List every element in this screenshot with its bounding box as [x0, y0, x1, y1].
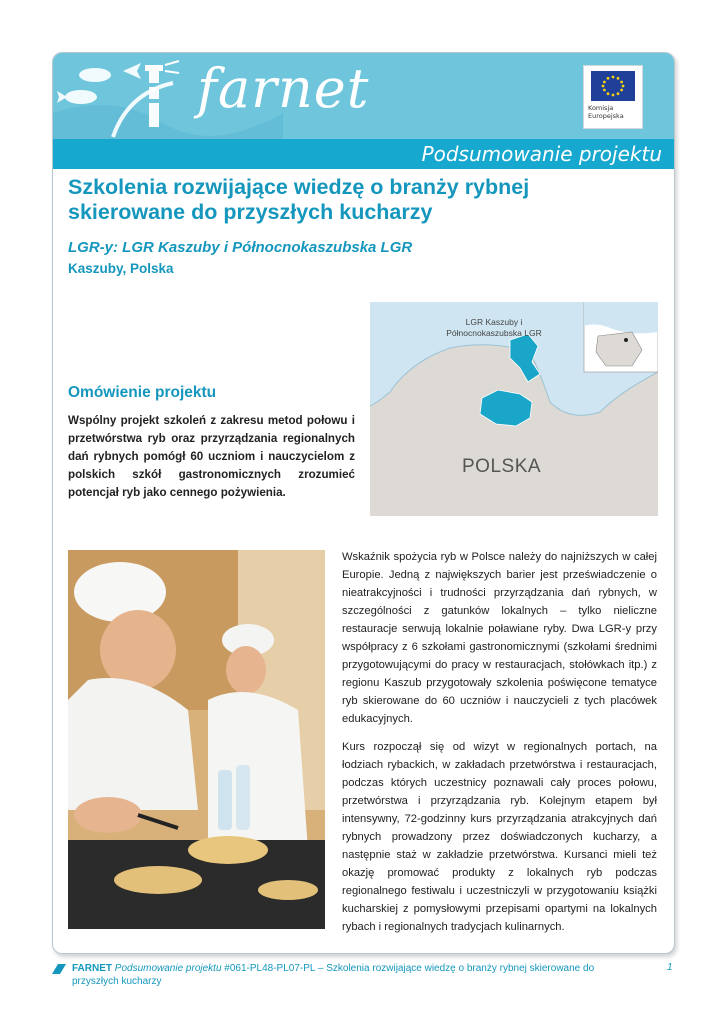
cooking-class-photo	[68, 550, 325, 929]
map-country-label: POLSKA	[462, 456, 542, 477]
article-body	[342, 548, 657, 946]
eu-flag-icon	[591, 71, 635, 101]
body-paragraph-2: Kurs rozpoczął się od wizyt w regionalnych portach, na łodziach rybackich, w zakładach przetwórstwa i restauracjach, podczas których uczestnicy poznawali cały proces połowu, przetwórstwa i przyrządzania ryb. Kolejnym etapem był intensywny, 72-godzinny kurs przyrządzania atrakcyjnych dań rybnych prowadzony przez doświadczonych kucharzy, a następnie staż w zakładzie przetwórstwa. Kursanci mieli też okazję promować produkty z lokalnych ryb podczas regionalnego festiwalu i uczestniczyli w przygotowaniu książki kucharskiej z pomysłowymi przepisami opartymi na lokalnych rybach i regionalnych tradycjach kulinarnych.	[342, 741, 657, 933]
page-number: 1	[667, 962, 673, 973]
location: Kaszuby, Polska	[68, 261, 174, 276]
overview-summary: Wspólny projekt szkoleń z zakresu metod połowu i przetwórstwa ryb oraz przyrządzania regionalnych dań rybnych pomógł 60 uczniom i nauczycielom z polskich szkół gastronomicznych zrozumieć potencjał ryb jako cennego pożywienia.	[68, 414, 355, 499]
footer-text: #061-PL48-PL07-PL – Szkolenia rozwijające wiedzę o branży rybnej skierowane do przyszłych kucharzy	[72, 963, 595, 987]
brand-logo-text: farnet	[197, 57, 370, 120]
eu-label-line1: Komisja	[588, 104, 614, 112]
footer-section: Podsumowanie projektu	[114, 963, 222, 974]
map-label-line1: LGR Kaszuby i	[465, 317, 523, 327]
map-region-label	[424, 317, 564, 339]
footer-flag-icon	[52, 964, 66, 974]
lgr-subtitle: LGR-y: LGR Kaszuby i Północnokaszubska LGR	[68, 239, 413, 256]
header-banner	[53, 53, 674, 139]
body-paragraph-1: Wskaźnik spożycia ryb w Polsce należy do najniższych w całej Europie. Jedną z największych barier jest przeświadczenie o nieatrakcyjności i trudności przyrządzania dań rybnych, w szczególności z gatunków lokalnych – tylko nieliczne restauracje serwują lokalnie poławiane ryby. Dwa LGR-y przy współpracy z 6 szkołami gastronomicznymi (szkołami średnimi przygotowującymi do pracy w restauracjach, stołówkach itp.) z regionu Kaszub przygotowały szkolenia poświęcone tematyce ryb skierowane do 60 uczniów i nauczycieli z tych placówek edukacyjnych.	[342, 551, 657, 725]
eu-commission-logo	[583, 65, 643, 129]
eu-label-line2: Europejska	[588, 112, 624, 120]
eu-label	[588, 104, 640, 120]
section-band	[53, 139, 674, 169]
section-title: Podsumowanie projektu	[421, 142, 662, 166]
map-label-line2: Północnokaszubska LGR	[446, 328, 542, 338]
article-title: Szkolenia rozwijające wiedzę o branży rybnej skierowane do przyszłych kucharzy	[68, 175, 530, 224]
page-footer	[54, 962, 614, 988]
overview-heading: Omówienie projektu	[68, 384, 217, 401]
footer-brand: FARNET	[72, 963, 112, 974]
